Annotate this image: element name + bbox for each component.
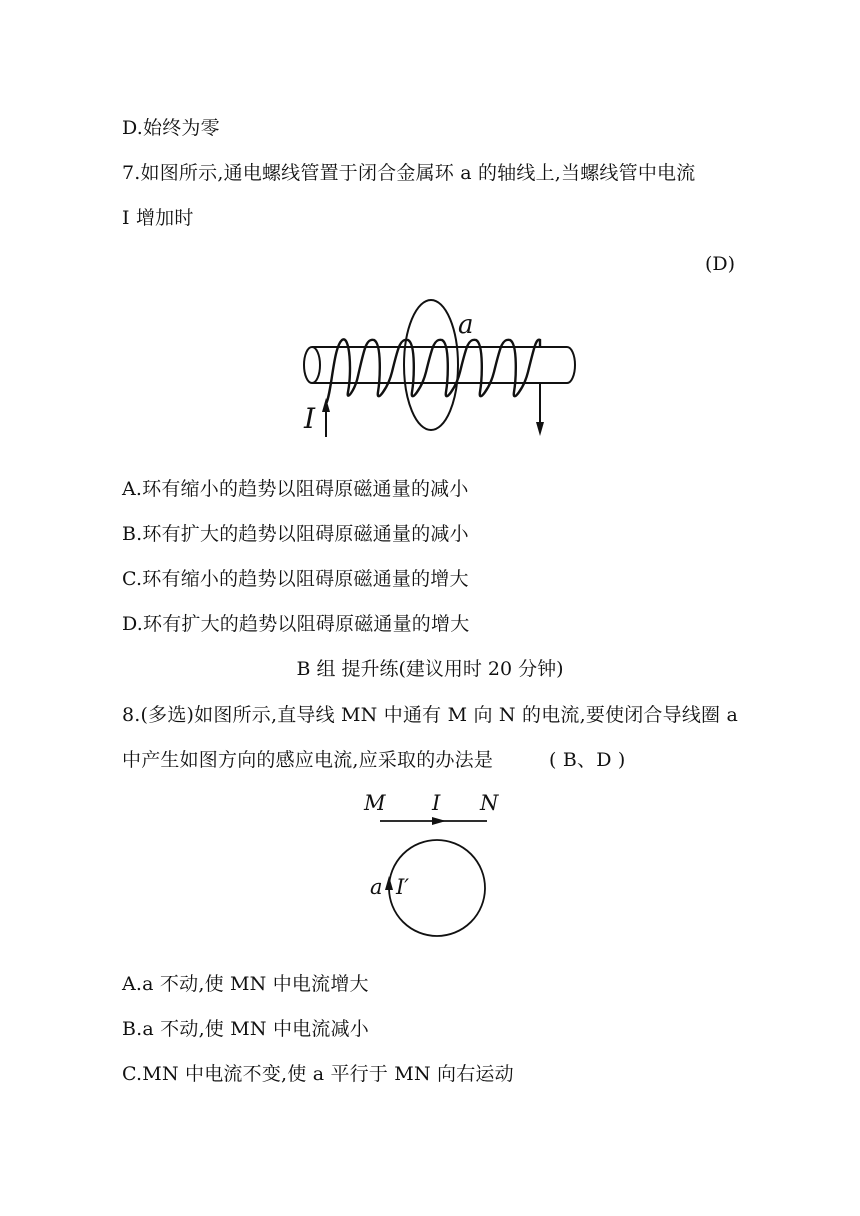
q8-option-c: C.MN 中电流不变,使 a 平行于 MN 向右运动 [122,1063,514,1085]
q8-option-a: A.a 不动,使 MN 中电流增大 [122,973,369,995]
section-heading: B 组 提升练(建议用时 20 分钟) [296,658,564,680]
loop-current-arrow [385,876,393,890]
q7-option-d: D.环有扩大的趋势以阻碍原磁通量的增大 [122,613,470,635]
q7-option-b: B.环有扩大的趋势以阻碍原磁通量的减小 [122,523,469,545]
current-label: I [304,402,316,435]
q8-stem-line2: 中产生如图方向的感应电流,应采取的办法是 [122,749,494,771]
label-n: N [480,791,499,815]
label-m: M [364,791,386,815]
label-i: I [432,791,441,815]
q8-stem-line1: 8.(多选)如图所示,直导线 MN 中通有 M 向 N 的电流,要使闭合导线圈 a [122,704,738,726]
ring-label: a [458,310,474,340]
q7-stem-line2: I 增加时 [122,207,194,229]
q8-option-b: B.a 不动,使 MN 中电流减小 [122,1018,369,1040]
q7-option-c: C.环有缩小的趋势以阻碍原磁通量的增大 [122,568,469,590]
q7-answer: (D) [704,253,735,275]
q6-option-d: D.始终为零 [122,117,220,139]
q7-stem-line1: 7.如图所示,通电螺线管置于闭合金属环 a 的轴线上,当螺线管中电流 [122,162,696,184]
q7-option-a: A.环有缩小的趋势以阻碍原磁通量的减小 [122,478,469,500]
label-i-prime: I′ [396,875,410,899]
q8-answer: ( B、D ) [549,749,626,771]
label-a: a [370,875,383,899]
wire-current-arrow [432,817,446,825]
